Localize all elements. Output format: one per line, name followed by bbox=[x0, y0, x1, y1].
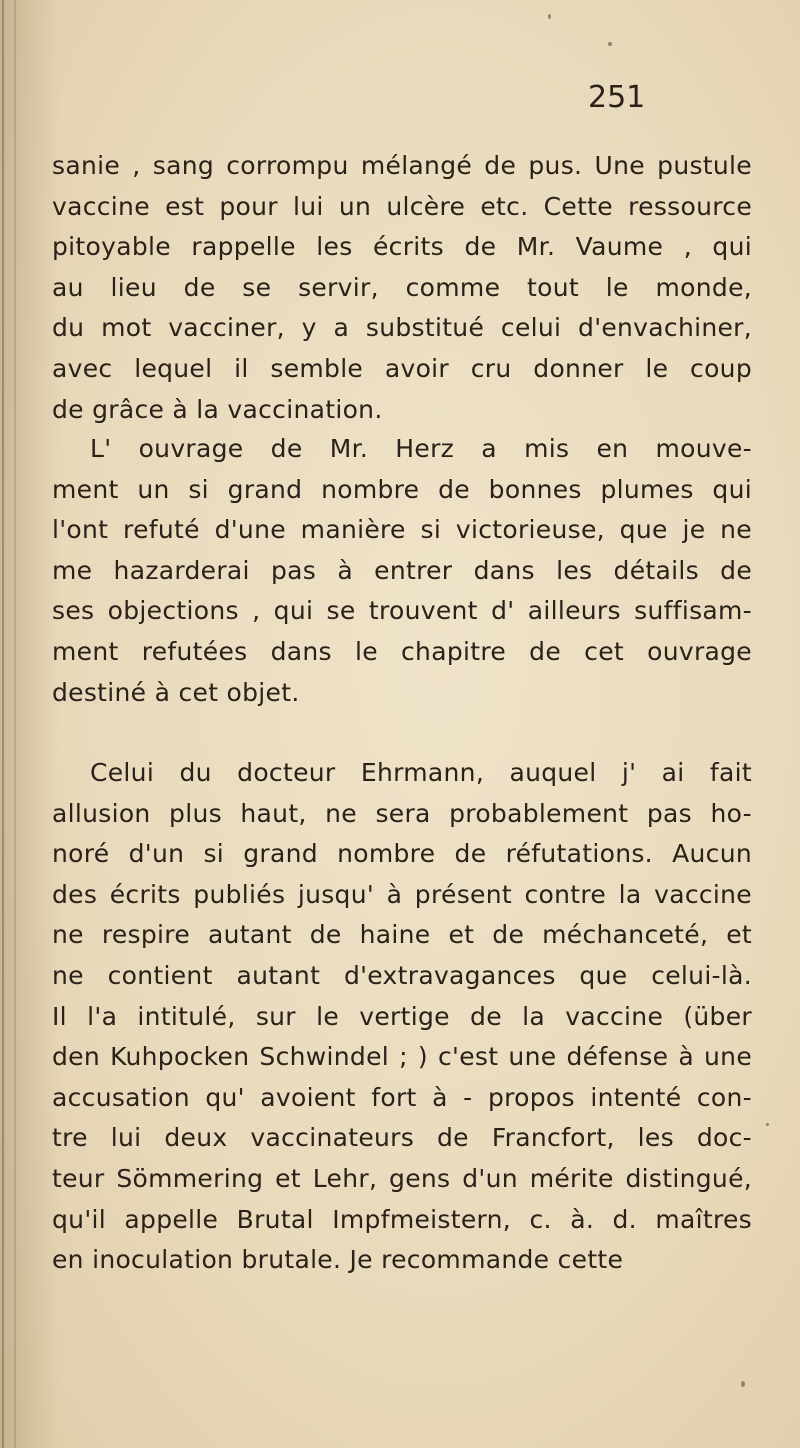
text-line: teur Sömmering et Lehr, gens d'un mérite distingué, bbox=[52, 1163, 752, 1193]
text-line: ment refutées dans le chapitre de cet ouvrage bbox=[52, 636, 752, 666]
paper-speck bbox=[766, 1123, 769, 1126]
text-line: l'ont refuté d'une manière si victorieuse, que je ne bbox=[52, 515, 752, 545]
text-line: ment un si grand nombre de bonnes plumes qui bbox=[52, 474, 752, 504]
text-line: de grâce à la vaccination. bbox=[52, 394, 383, 424]
text-line: ne respire autant de haine et de méchanceté, et bbox=[52, 920, 752, 950]
text-line: me hazarderai pas à entrer dans les détails de bbox=[52, 555, 752, 585]
paragraph-3 bbox=[52, 753, 752, 1281]
binding-edge bbox=[2, 0, 4, 1448]
text-line: pitoyable rappelle les écrits de Mr. Vaume , qui bbox=[52, 232, 752, 262]
text-line: avec lequel il semble avoir cru donner le coup bbox=[52, 353, 752, 383]
paragraph-2 bbox=[52, 429, 752, 713]
text-line: tre lui deux vaccinateurs de Francfort, les doc- bbox=[52, 1123, 752, 1153]
text-line: Il l'a intitulé, sur le vertige de la vaccine (über bbox=[52, 1001, 752, 1031]
text-line: noré d'un si grand nombre de réfutations. Aucun bbox=[52, 839, 752, 869]
paper-speck bbox=[741, 1381, 745, 1387]
paper-speck bbox=[608, 42, 612, 46]
text-line: ses objections , qui se trouvent d' ailleurs suffisam- bbox=[52, 596, 752, 626]
text-line: accusation qu' avoient fort à - propos intenté con- bbox=[52, 1082, 752, 1112]
paragraph-1 bbox=[52, 146, 752, 430]
text-line: L' ouvrage de Mr. Herz a mis en mouve- bbox=[90, 434, 752, 463]
text-line: Celui du docteur Ehrmann, auquel j' ai fait bbox=[90, 758, 752, 787]
text-line: sanie , sang corrompu mélangé de pus. Une pustule bbox=[52, 151, 752, 180]
binding-edge-shadow bbox=[14, 0, 16, 1448]
text-line: den Kuhpocken Schwindel ; ) c'est une défense à une bbox=[52, 1042, 752, 1072]
text-line: destiné à cet objet. bbox=[52, 677, 300, 707]
text-line: du mot vacciner, y a substitué celui d'envachiner, bbox=[52, 313, 752, 343]
text-line: des écrits publiés jusqu' à présent contre la vaccine bbox=[52, 879, 752, 909]
text-line: au lieu de se servir, comme tout le monde, bbox=[52, 272, 752, 302]
paper-speck bbox=[548, 14, 551, 19]
text-line: ne contient autant d'extravagances que celui-là. bbox=[52, 960, 752, 990]
text-line: vaccine est pour lui un ulcère etc. Cette ressource bbox=[52, 191, 752, 221]
text-line: en inoculation brutale. Je recommande cette bbox=[52, 1245, 624, 1275]
page-number: 251 bbox=[588, 80, 646, 115]
text-line: qu'il appelle Brutal Impfmeistern, c. à. d. maîtres bbox=[52, 1204, 752, 1234]
text-line: allusion plus haut, ne sera probablement pas ho- bbox=[52, 798, 752, 828]
